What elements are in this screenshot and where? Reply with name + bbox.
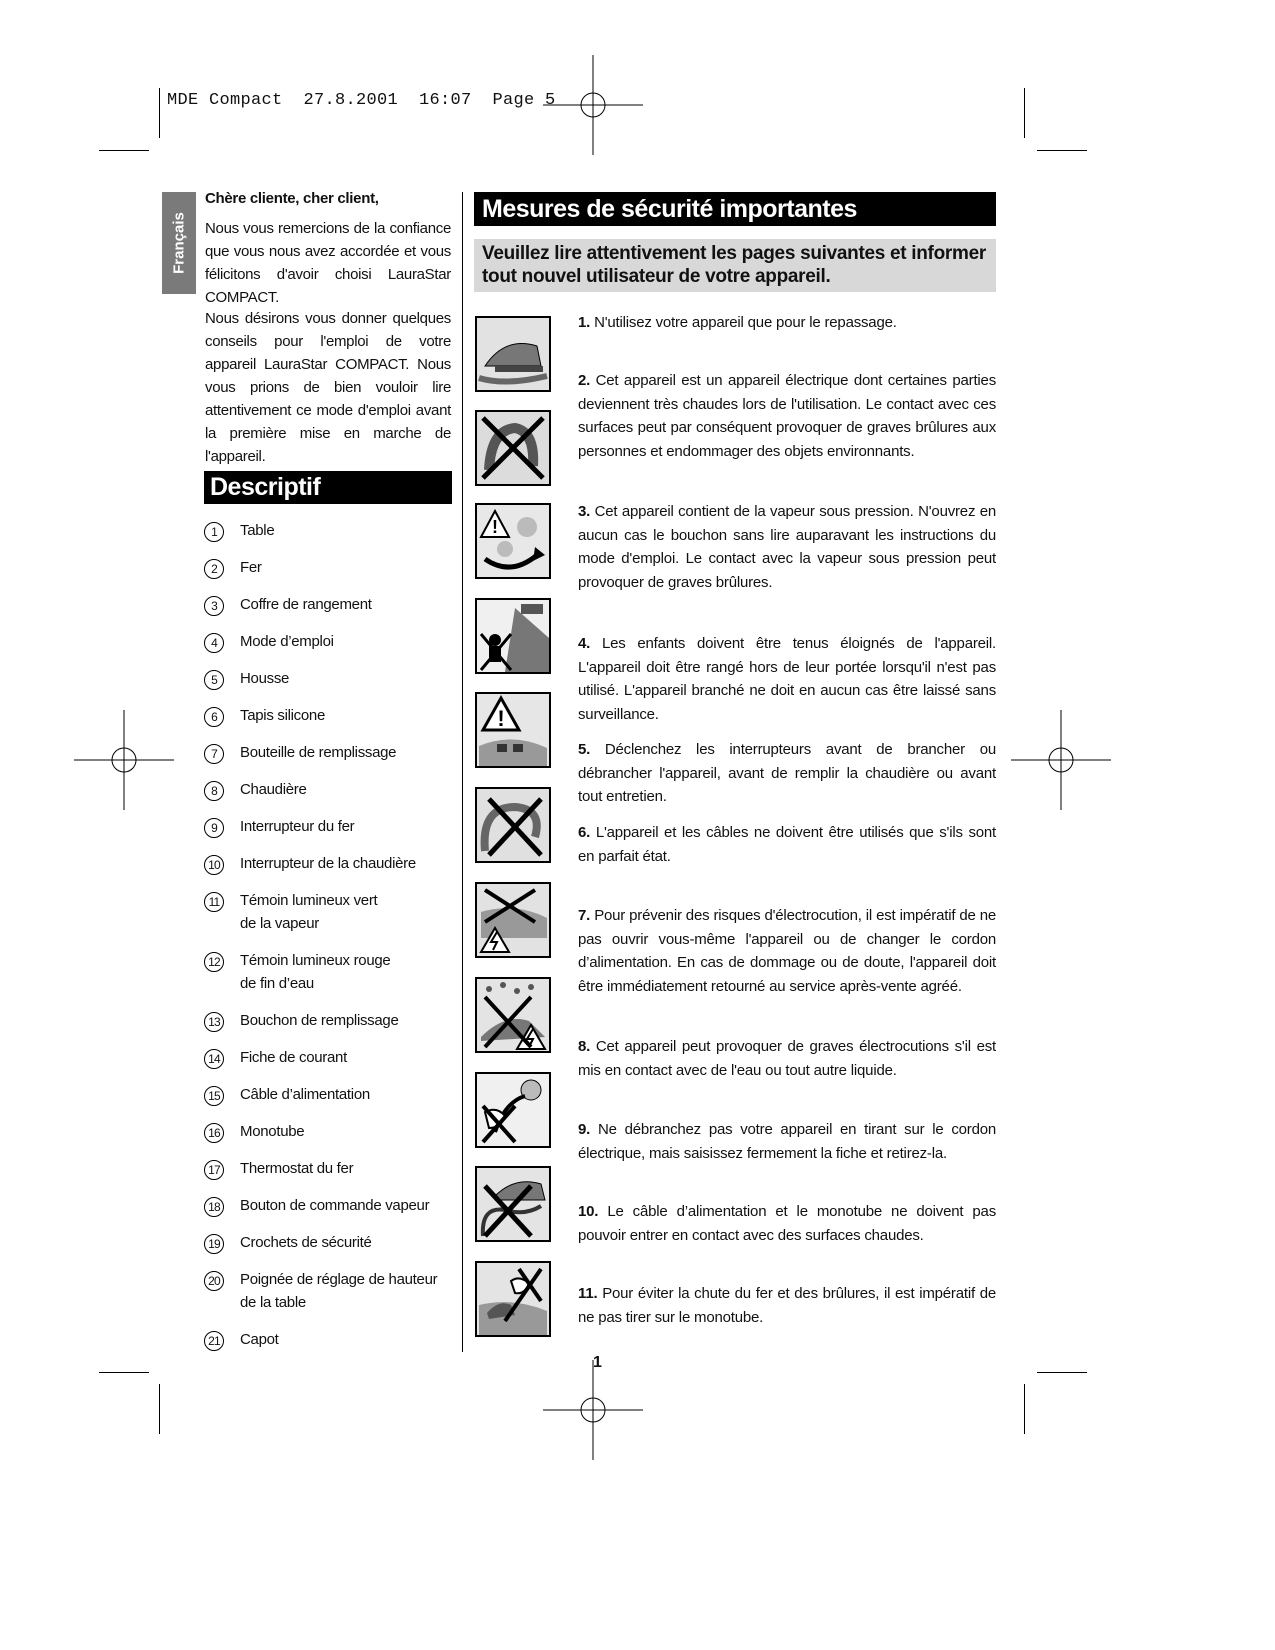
safety-heading: Mesures de sécurité importantes [474,192,996,226]
children-prohibited-icon [475,598,551,674]
safety-item [578,738,996,809]
registration-mark [74,710,174,810]
safety-item-number: 5. [578,741,591,758]
print-slug: MDE Compact 27.8.2001 16:07 Page 5 [167,91,556,110]
part-label: Table [240,522,275,539]
part-label: Interrupteur du fer [240,818,355,835]
part-label: Bouteille de remplissage [240,744,397,761]
damaged-cable-prohibited-icon [475,787,551,863]
pull-monotube-prohibited-icon [475,1261,551,1337]
hot-surface-prohibited-icon [475,410,551,486]
part-number: 20 [204,1271,224,1291]
svg-text:!: ! [497,706,505,731]
part-label: Thermostat du fer [240,1160,354,1177]
safety-item [578,1035,996,1082]
part-number: 15 [204,1086,224,1106]
part-number: 1 [204,522,224,542]
safety-item [578,311,996,335]
safety-item [578,904,996,998]
safety-item [578,1118,996,1165]
language-tab [162,192,196,294]
part-number: 2 [204,559,224,579]
language-tab-label: Français [170,212,188,274]
part-number: 19 [204,1234,224,1254]
part-number: 13 [204,1012,224,1032]
part-number: 8 [204,781,224,801]
safety-item-text: Cet appareil contient de la vapeur sous pression. N'ouvrez en aucun cas le bouchon sans lire auparavant les instructions du mode d'emploi. Le contact avec la vapeur sous pression peut provoquer de graves brûlures. [578,503,997,591]
safety-item [578,821,996,868]
safety-item-number: 11. [578,1285,598,1302]
part-label: Tapis silicone [240,707,326,724]
part-label: Témoin lumineux rouge de fin d’eau [240,952,391,992]
part-label: Câble d’alimentation [240,1086,370,1103]
part-number: 21 [204,1331,224,1351]
part-label: Chaudière [240,781,307,798]
crop-mark [99,150,149,151]
safety-item-number: 9. [578,1121,591,1138]
safety-item-text: Cet appareil peut provoquer de graves électrocutions s'il est mis en contact avec de l'eau ou tout autre liquide. [578,1038,996,1079]
safety-item-text: Déclenchez les interrupteurs avant de brancher ou débrancher l'appareil, avant de remplir la chaudière ou avant tout entretien. [578,741,996,805]
crop-mark [159,88,160,138]
greeting-title: Chère cliente, cher client, [205,190,379,207]
safety-item-number: 10. [578,1203,599,1220]
column-divider [462,192,463,1352]
svg-text:!: ! [492,517,498,537]
safety-item-text: Pour prévenir des risques d'électrocution, il est impératif de ne pas ouvrir vous-même l'appareil ou de changer le cordon d’alimentation. En cas de dommage ou de doute, l'appareil doit être immédiatement retourné au service après-vente agréé. [578,907,996,995]
part-label: Interrupteur de la chaudière [240,855,416,872]
part-label: Crochets de sécurité [240,1234,372,1251]
safety-item-text: Les enfants doivent être tenus éloignés de l'appareil. L'appareil doit être rangé hors de leur portée lorsqu'il n'est pas utilisé. L'appareil branché ne doit en aucun cas être laissé sans surveillance. [578,635,997,723]
part-label: Fiche de courant [240,1049,347,1066]
unplug-by-cord-prohibited-icon [475,1072,551,1148]
part-number: 14 [204,1049,224,1069]
part-number: 7 [204,744,224,764]
part-number: 4 [204,633,224,653]
safety-subheading: Veuillez lire attentivement les pages suivantes et informer tout nouvel utilisateur de votre appareil. [474,239,996,292]
crop-mark [1024,88,1025,138]
part-number: 6 [204,707,224,727]
registration-mark [543,1360,643,1460]
cable-hot-surface-prohibited-icon [475,1166,551,1242]
crop-mark [99,1372,149,1373]
crop-mark [1037,150,1087,151]
part-label: Fer [240,559,262,576]
part-number: 10 [204,855,224,875]
part-label: Coffre de rangement [240,596,372,613]
part-label: Capot [240,1331,279,1348]
switch-off-warning-icon [475,692,551,768]
safety-item [578,1282,996,1329]
part-label: Bouton de commande vapeur [240,1197,430,1214]
part-label: Housse [240,670,290,687]
part-number: 16 [204,1123,224,1143]
safety-item [578,632,996,726]
safety-item-number: 1. [578,314,591,331]
part-label: Poignée de réglage de hauteur de la table [240,1271,438,1311]
part-number: 12 [204,952,224,972]
safety-item [578,1200,996,1247]
greeting-paragraph: Nous vous remercions de la confiance que vous nous avez accordée et vous félicitons d'avoir choisi LauraStar COMPACT. [205,220,451,306]
part-number: 9 [204,818,224,838]
safety-item [578,500,996,594]
page-number: 1 [593,1354,602,1371]
crop-mark [159,1384,160,1434]
registration-mark [1011,710,1111,810]
crop-mark [1024,1384,1025,1434]
part-number: 17 [204,1160,224,1180]
iron-pictogram-icon [475,316,551,392]
part-label: Mode d’emploi [240,633,334,650]
safety-item-text: Le câble d’alimentation et le monotube ne doivent pas pouvoir entrer en contact avec des surfaces chaudes. [578,1203,997,1244]
part-label: Témoin lumineux vert de la vapeur [240,892,378,932]
safety-item-number: 4. [578,635,591,652]
safety-item-text: Pour éviter la chute du fer et des brûlures, il est impératif de ne pas tirer sur le monotube. [578,1285,996,1326]
part-number: 5 [204,670,224,690]
part-label: Monotube [240,1123,305,1140]
greeting-paragraph: Nous désirons vous donner quelques conseils pour l'emploi de votre appareil LauraStar COMPACT. Nous vous prions de bien vouloir lire attentivement ce mode d'emploi avant la première mise en marche de l'appareil. [205,310,451,465]
safety-item-text: Cet appareil est un appareil électrique dont certaines parties deviennent très chaudes lors de l'utilisation. Le contact avec ces surfaces peut par conséquent provoquer de graves brûlures aux personnes et endommager des objets environnants. [578,372,996,460]
safety-item-number: 6. [578,824,591,841]
electrocution-warning-icon [475,882,551,958]
part-number: 18 [204,1197,224,1217]
part-number: 3 [204,596,224,616]
water-electrocution-prohibited-icon [475,977,551,1053]
safety-item-number: 2. [578,372,591,389]
safety-item-number: 7. [578,907,591,924]
descriptif-heading: Descriptif [204,471,452,504]
safety-item-text: Ne débranchez pas votre appareil en tirant sur le cordon électrique, mais saisissez fermement la fiche et retirez-la. [578,1121,997,1162]
safety-item-text: N'utilisez votre appareil que pour le repassage. [594,314,897,331]
steam-pressure-warning-icon [475,503,551,579]
safety-item [578,369,996,463]
safety-item-text: L'appareil et les câbles ne doivent être utilisés que s'ils sont en parfait état. [578,824,997,865]
part-number: 11 [204,892,224,912]
safety-item-number: 8. [578,1038,591,1055]
safety-item-number: 3. [578,503,591,520]
part-label: Bouchon de remplissage [240,1012,399,1029]
registration-mark [543,55,643,155]
crop-mark [1037,1372,1087,1373]
